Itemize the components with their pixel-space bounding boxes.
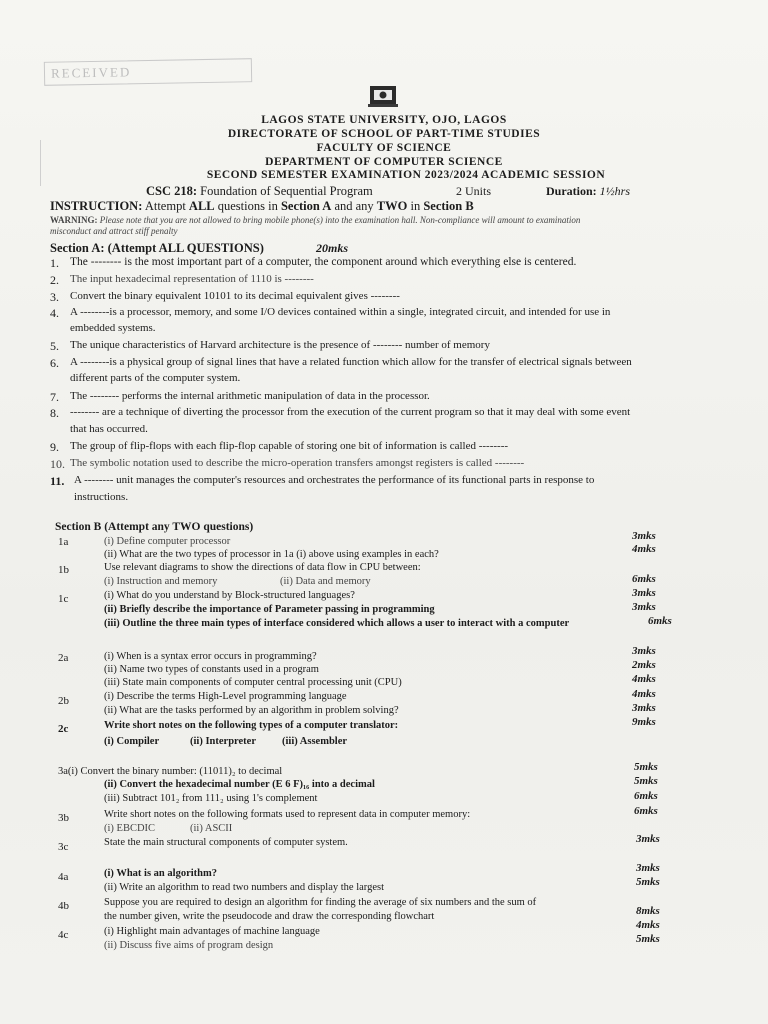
faculty-name: FACULTY OF SCIENCE [316,142,452,154]
question-text: -------- are a technique of diverting the processor from the execution of the current program so that it may deal with some event [70,406,631,418]
question-label: 3b [58,812,69,824]
question-text: The -------- is the most important part of a computer, the component around which everything else is centered. [70,256,577,268]
question-text: (iii) Outline the three main types of interface considered which allows a user to interact with a computer [104,618,570,629]
question-text-cont: that has occurred. [70,423,148,435]
mark-value: 9mks [632,716,656,728]
course-units: 2 Units [456,184,492,198]
mark-value: 6mks [648,615,672,627]
question-text: Use relevant diagrams to show the directions of data flow in CPU between: [104,562,421,573]
question-label: 4b [58,900,69,912]
question-text: (i) Compiler [104,736,160,747]
section-a-title: Section A: (Attempt ALL QUESTIONS) [50,241,264,255]
question-text: Write short notes on the following formats used to represent data in computer memory: [104,809,471,820]
question-text-cont: the number given, write the pseudocode and draw the corresponding flowchart [104,911,435,922]
question-text: (i) Describe the terms High-Level programming language [104,691,347,702]
question-number: 3. [50,290,59,304]
question-text: (i) Instruction and memory [104,576,218,587]
question-text: Suppose you are required to design an algorithm for finding the average of six numbers and the sum of [104,897,537,908]
question-text: State the main structural components of computer system. [104,837,348,848]
mark-value: 5mks [636,933,660,945]
question-number: 2. [50,273,59,287]
question-text: (ii) Interpreter [190,736,256,747]
question-text: A -------- unit manages the computer's resources and orchestrates the performance of its functional parts in response to [74,474,595,486]
mark-value: 6mks [632,573,656,585]
question-text: (i) What is an algorithm? [104,868,217,879]
university-name: LAGOS STATE UNIVERSITY, OJO, LAGOS [261,114,507,126]
question-number: 11. [50,474,65,488]
instruction-text: questions in [217,199,278,213]
question-number: 10. [50,457,65,471]
warning-line [50,215,580,225]
mark-value: 5mks [634,775,658,787]
question-text: The -------- performs the internal arithmetic manipulation of data in the processor. [70,390,430,402]
question-text: (ii) Name two types of constants used in a program [104,664,319,675]
mark-value: 3mks [632,587,656,599]
faded-stamp: RECEIVED [44,58,252,86]
question-text: The group of flip-flops with each flip-flop capable of storing one bit of information is called -------- [70,440,509,452]
instruction-section-b: Section B [423,199,474,213]
question-text: A --------is a physical group of signal lines that have a related function which allow for the transfer of electrical signals between [70,356,632,368]
question-number: 6. [50,356,59,370]
question-label: 3c [58,841,69,853]
question-number: 8. [50,406,59,420]
question-text: (i) EBCDIC [104,823,156,834]
question-text: (i) When is a syntax error occurs in programming? [104,651,317,662]
course-line [146,184,373,199]
question-text: The input hexadecimal representation of 1110 is -------- [70,273,314,285]
question-text: (iii) Assembler [282,736,348,747]
mark-value: 6mks [634,790,658,802]
question-text: (ii) What are the tasks performed by an algorithm in problem solving? [104,705,399,716]
question-text: 3a(i) Convert the binary number: (11011)₂ to decimal [58,766,283,777]
question-text: (iii) Subtract 101₂ from 111₂ using 1's complement [104,793,318,804]
question-text-cont: instructions. [74,491,129,503]
question-label: 4c [58,929,69,941]
warning-text: Please note that you are not allowed to bring mobile phone(s) into the examination hall. Non-compliance will amount to examination [99,215,581,225]
instruction-label: INSTRUCTION: [50,199,143,213]
question-text-cont: different parts of the computer system. [70,372,241,384]
question-label: 2a [58,652,69,664]
mark-value: 3mks [632,645,656,657]
course-title: Foundation of Sequential Program [200,184,373,198]
mark-value: 6mks [634,805,658,817]
duration-value: 1½hrs [599,184,631,198]
question-text: (ii) ASCII [190,823,233,834]
question-label: 2c [58,723,69,735]
question-text: The unique characteristics of Harvard architecture is the presence of -------- number of memory [70,339,490,351]
mark-value: 4mks [632,543,656,555]
question-label: 4a [58,871,69,883]
section-b-title: Section B (Attempt any TWO questions) [55,521,254,533]
question-number: 7. [50,390,59,404]
instruction-line [50,199,474,214]
course-code: CSC 218: [146,184,198,198]
section-a-marks: 20mks [316,241,349,255]
question-number: 4. [50,306,59,320]
mark-value: 5mks [636,876,660,888]
question-text: (ii) Write an algorithm to read two numbers and display the largest [104,882,384,893]
duration [546,184,630,199]
mark-value: 3mks [632,530,656,542]
instruction-text: in [410,199,421,213]
question-label: 2b [58,695,69,707]
instruction-text: Attempt [144,199,186,213]
question-text: Write short notes on the following types of a computer translator: [104,720,399,731]
mark-value: 3mks [632,702,656,714]
question-number: 5. [50,339,59,353]
mark-value: 4mks [632,673,656,685]
question-label: 1c [58,593,69,605]
question-text: (ii) Convert the hexadecimal number (E 6 F)₁₆ into a decimal [104,779,375,790]
question-text: (ii) Data and memory [280,576,371,587]
mark-value: 4mks [636,919,660,931]
mark-value: 3mks [632,601,656,613]
mark-value: 4mks [632,688,656,700]
question-text: (i) What do you understand by Block-structured languages? [104,590,355,601]
question-text: A --------is a processor, memory, and some I/O devices contained within a single, integrated circuit, and intended for use in [70,306,611,318]
university-logo-icon [368,82,398,108]
mark-value: 2mks [632,659,656,671]
question-number: 1. [50,256,59,270]
question-text: (ii) What are the two types of processor in 1a (i) above using examples in each? [104,549,439,560]
department-name: DEPARTMENT OF COMPUTER SCIENCE [265,156,503,168]
question-text: (iii) State main components of computer central processing unit (CPU) [104,677,402,688]
mark-value: 5mks [634,761,658,773]
question-label: 1a [58,536,69,548]
mark-value: 3mks [636,833,660,845]
warning-text-2: misconduct and attract stiff penalty [50,226,178,236]
mark-value: 3mks [636,862,660,874]
instruction-text: and any [334,199,374,213]
warning-label: WARNING: [50,215,98,225]
question-text-cont: embedded systems. [70,322,156,334]
question-text: (i) Highlight main advantages of machine language [104,926,320,937]
exam-title: SECOND SEMESTER EXAMINATION 2023/2024 ACADEMIC SESSION [206,169,606,181]
directorate-name: DIRECTORATE OF SCHOOL OF PART-TIME STUDIES [227,128,541,140]
question-label: 1b [58,564,69,576]
question-text: Convert the binary equivalent 10101 to its decimal equivalent gives -------- [70,290,400,302]
question-text: (ii) Discuss five aims of program design [104,940,274,951]
instruction-section-a: Section A [280,199,332,213]
instruction-two: TWO [376,199,408,213]
duration-label: Duration: [546,184,597,198]
question-text: (i) Define computer processor [104,536,231,547]
instruction-all: ALL [188,199,215,213]
question-text: (ii) Briefly describe the importance of Parameter passing in programming [104,604,435,615]
mark-value: 8mks [636,905,660,917]
question-number: 9. [50,440,59,454]
question-text: The symbolic notation used to describe the micro-operation transfers amongst registers is called -------- [70,457,525,469]
